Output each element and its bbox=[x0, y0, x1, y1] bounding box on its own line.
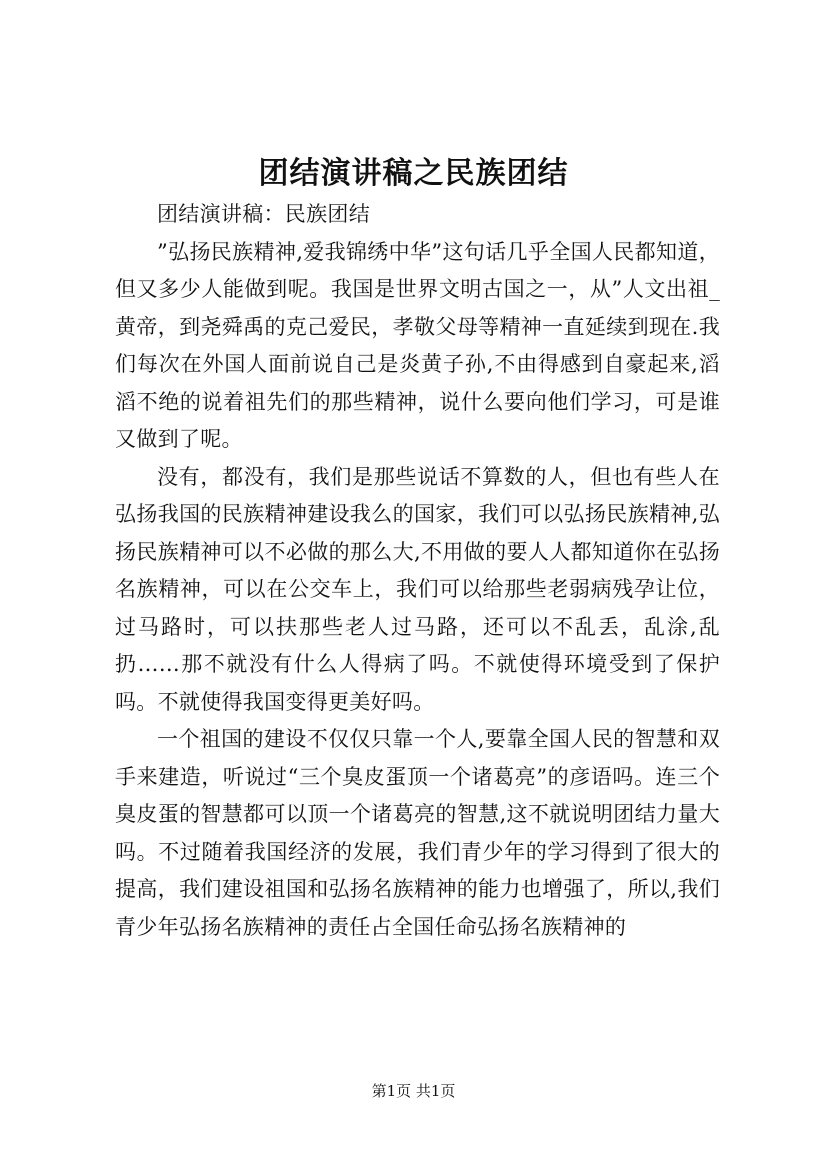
body-paragraph: 没有，都没有，我们是那些说话不算数的人，但也有些人在弘扬我国的民族精神建设我么的国家，我们可以弘扬民族精神,弘扬民族精神可以不必做的那么大,不用做的要人人都知道你在弘扬名族精神，可以在公交车上，我们可以给那些老弱病残孕让位，过马路时，可以扶那些老人过马路，还可以不乱丢，乱涂,乱扔……那不就没有什么人得病了吗。不就使得环境受到了保护吗。不就使得我国变得更美好吗。 bbox=[115, 464, 720, 714]
body-paragraph: ”弘扬民族精神,爱我锦绣中华”这句话几乎全国人民都知道，但又多少人能做到呢。我国是世界文明古国之一，从”人文出祖_黄帝，到尧舜禹的克己爱民，孝敬父母等精神一直延续到现在.我们每次在外国人面前说自己是炎黄子孙,不由得感到自豪起来,滔滔不绝的说着祖先们的那些精神，说什么要向他们学习，可是谁又做到了呢。 bbox=[115, 239, 720, 451]
document-body bbox=[115, 196, 720, 946]
page-footer: 第1页 共1页 bbox=[371, 1082, 456, 1100]
body-paragraph: 一个祖国的建设不仅仅只靠一个人,要靠全国人民的智慧和双手来建造，听说过“三个臭皮蛋顶一个诸葛亮”的彦语吗。连三个臭皮蛋的智慧都可以顶一个诸葛亮的智慧,这不就说明团结力量大吗。不过随着我国经济的发展，我们青少年的学习得到了很大的提高，我们建设祖国和弘扬名族精神的能力也增强了，所以,我们青少年弘扬名族精神的责任占全国任命弘扬名族精神的 bbox=[115, 727, 720, 939]
document-title: 团结演讲稿之民族团结 bbox=[258, 156, 569, 191]
body-paragraph: 团结演讲稿：民族团结 bbox=[157, 202, 370, 226]
